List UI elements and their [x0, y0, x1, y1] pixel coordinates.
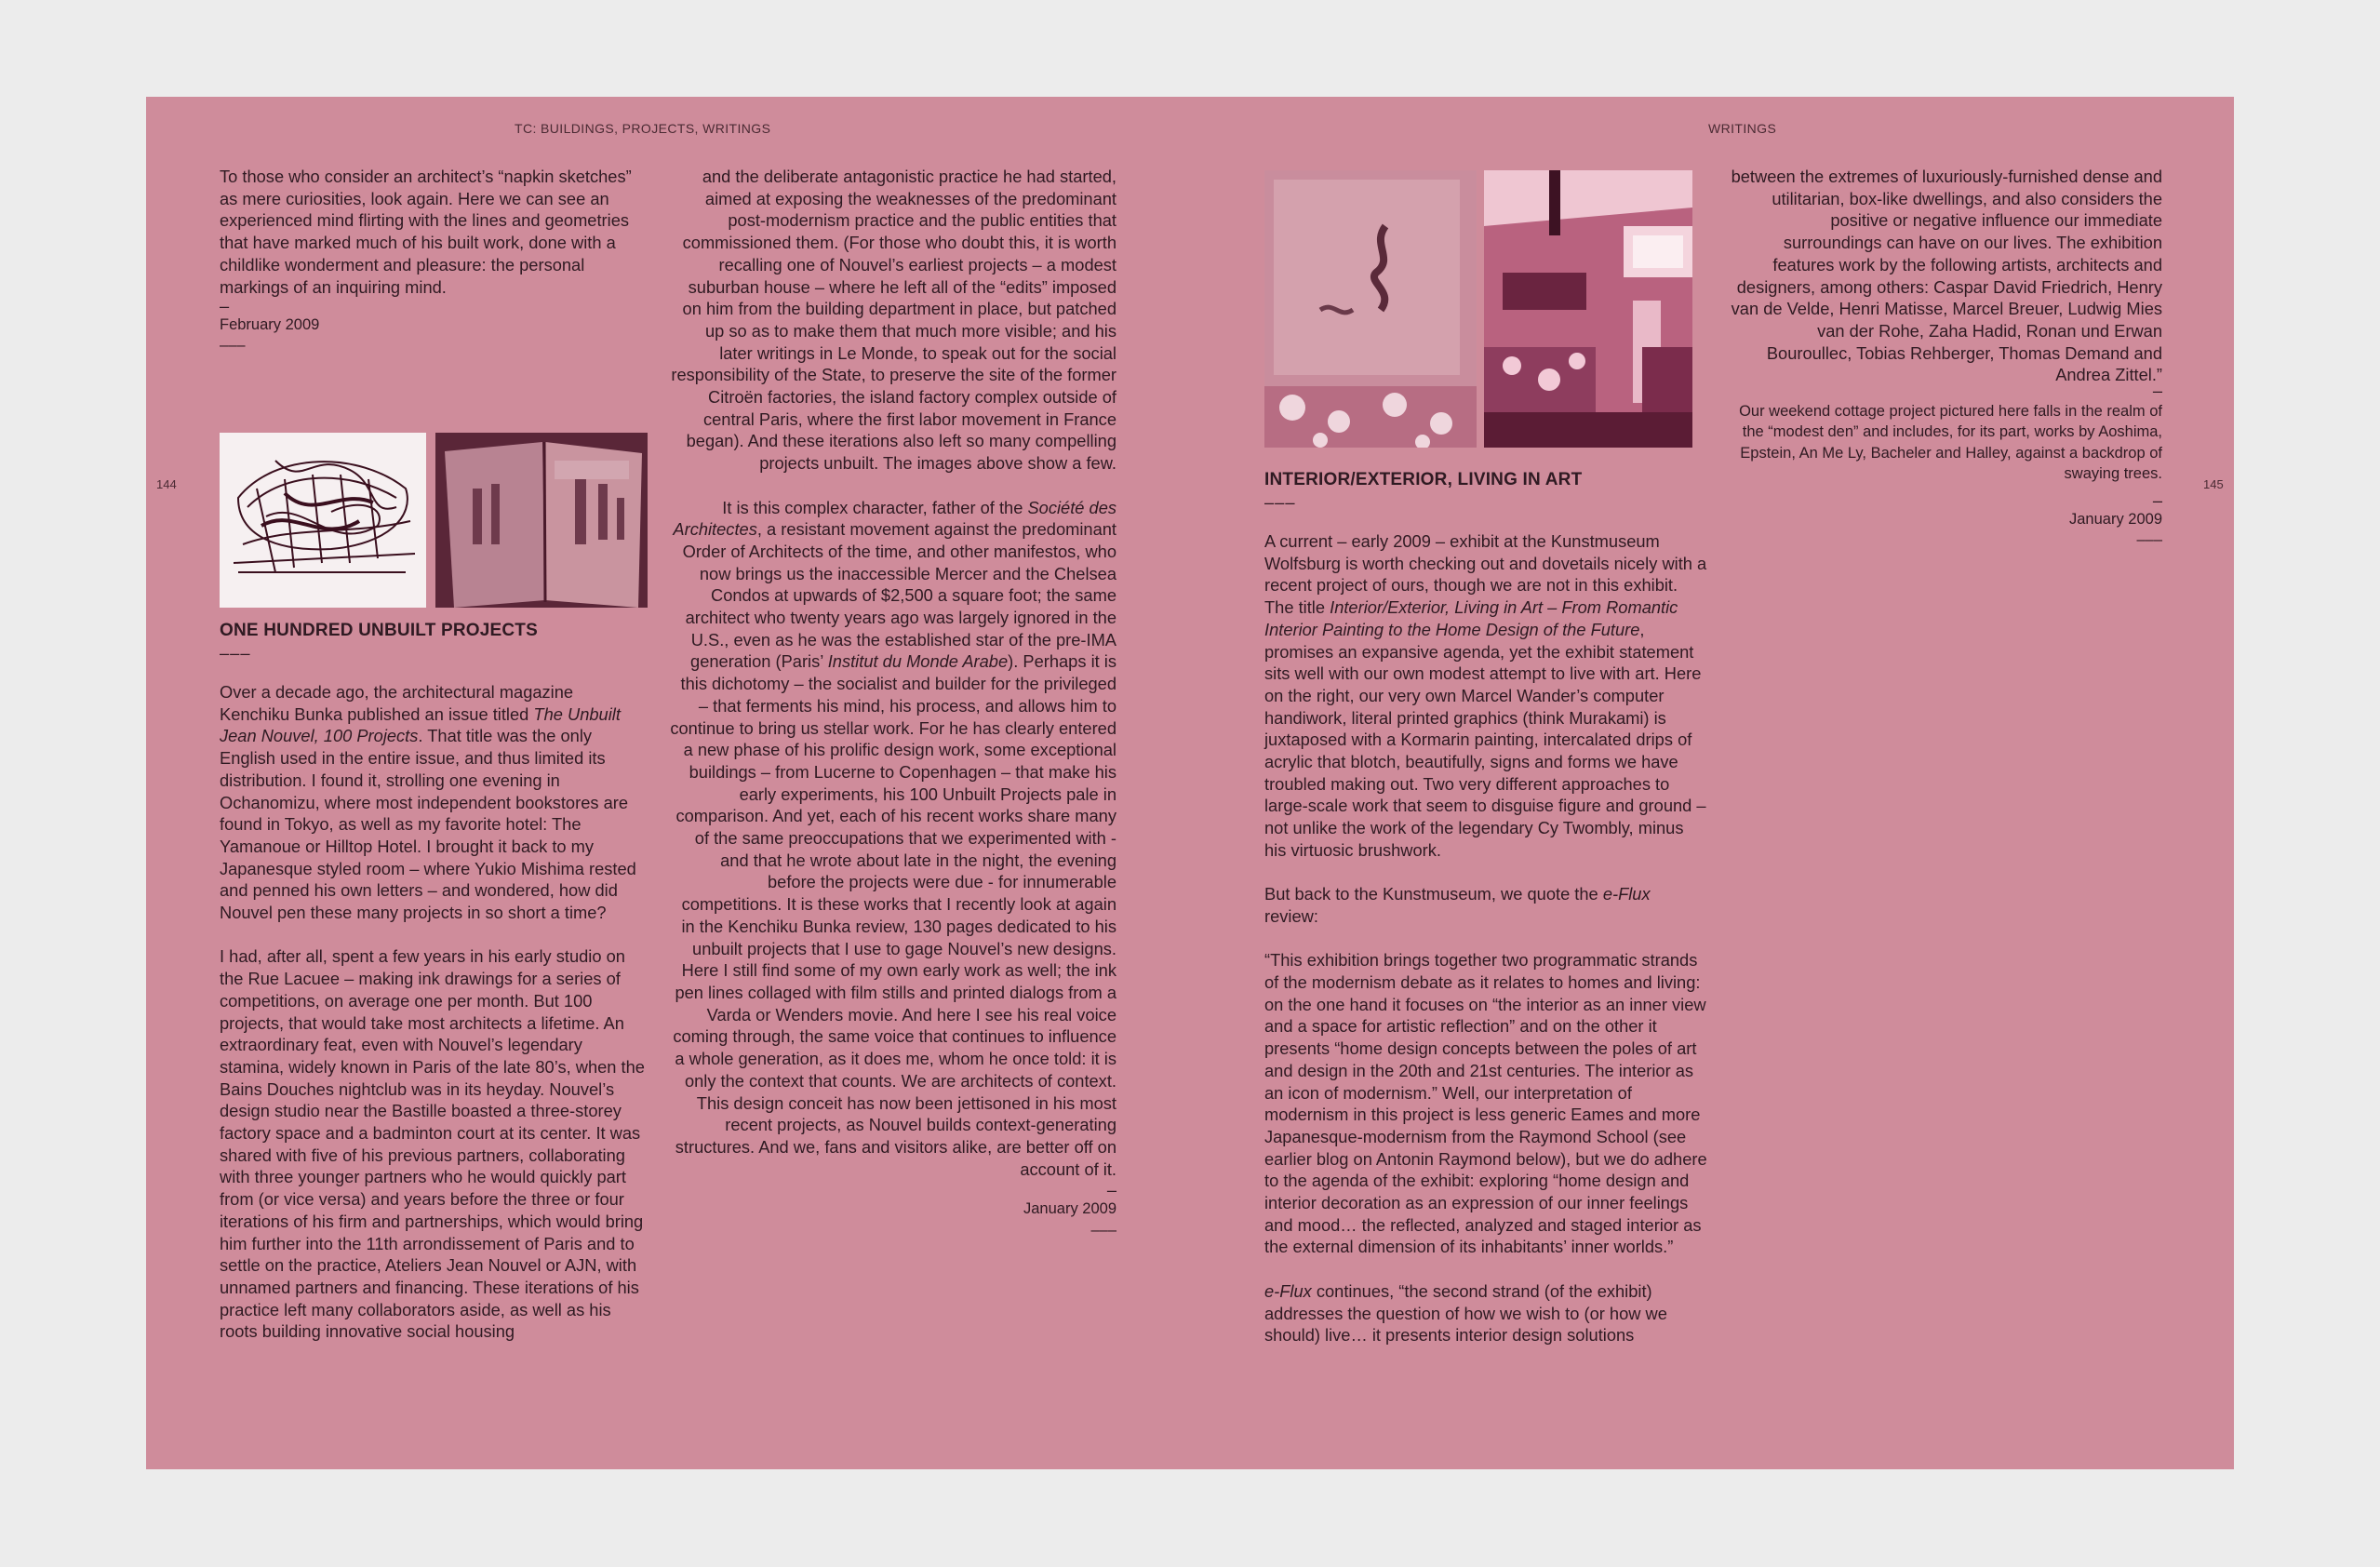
end-dash: –: [2152, 489, 2162, 510]
column-3: [1264, 469, 1707, 1369]
section-rule: –––: [1090, 1221, 1116, 1239]
running-head-left: TC: BUILDINGS, PROJECTS, WRITINGS: [515, 121, 771, 136]
unbuilt-paragraph-4: It is this complex character, father of the Société des Architectes, a resistant movement against the predominant Order of Architects of the time, and other manifestos, who now brings us the inaccessible Mercer and the Chelsea Condos at upwards of $2,500 a square foot; the same architect who twenty years ago was largely ignored in the U.S., even as he was the established star of the pre-IMA generation (Paris’ Institut du Monde Arabe). Perhaps it is this dichotomy – the socialist and builder for the privileged – that ferments his mind, his process, and allows him to continue to bring us stellar work. For he has clearly entered a new phase of his prolific design work, some exceptional buildings – from Lucerne to Copenhagen – that make his early experiments, his 100 Unbuilt Projects pale in comparison. And yet, each of his recent works share many of the same preoccupations that we experimented with - and that he wrote about late in the night, the evening before the projects were due - for innumerable competitions. It is these works that I recently look at again in the Kenchiku Bunka review, 130 pages dedicated to his unbuilt projects that I use to gage Nouvel’s new designs. Here I still find some of my own early work as well; the ink pen lines collaged with film stills and printed dialogs from a Varda or Wenders movie. And here I see his real voice coming through, the same voice that continues to influence a whole generation, as it does me, whom he once told: it is only the context that counts. We are architects of context. This design conceit has now been jettisoned in his most recent projects, as Nouvel builds context-generating structures. And we, fans and visitors alike, are better off on account of it.: [670, 497, 1116, 1179]
interior-paragraph-4: e-Flux continues, “the second strand (of the exhibit) addresses the question of how we wish to (or how we should) live… it presents interior design solutions: [1264, 1280, 1667, 1346]
unbuilt-paragraph-3: and the deliberate antagonistic practice he had started, aimed at exposing the weaknesses of the predominant post-modernism practice and the public entities that commissioned them. (For those who doubt this, it is worth recalling one of Nouvel’s earliest projects – a modest suburban house – where he left all of the “edits” imposed on him from the building department in place, but patched up so as to make them that much more visible; and his later writings in Le Monde, to speak out for the social responsibility of the State, to preserve the site of the former Citroën factories, the island factory complex outside of central Paris, where the first labor movement in France began). And these iterations also left so many compelling projects unbuilt. The images above show a few.: [671, 167, 1116, 474]
date-label: January 2009: [2069, 510, 2162, 528]
interior-room-image: [1484, 170, 1692, 448]
column-1-article: [220, 620, 648, 1365]
nouvel-sketch-image: [220, 433, 426, 608]
page-number-right: 145: [2203, 477, 2224, 491]
running-head-right: WRITINGS: [1708, 121, 1777, 136]
date-label: January 2009: [1023, 1200, 1116, 1218]
interior-quote: “This exhibition brings together two programmatic strands of the modernism debate as it relates to homes and living: on the one hand it focuses on “the interior as an inner view and a space for artistic reflection” and on the other it presents “home design concepts between the poles of art and design in the 20th and 21st centuries. The interior as an icon of modernism.” Well, our interpretation of modernism in this project is less generic Eames and more Japanesque-modernism from the Raymond School (see earlier blog on Antonin Raymond below), but we do adhere to the agenda of the exhibit: exploring “home design and interior decoration as an expression of our inner feelings and mood… the reflected, analyzed and staged interior as the external dimension of its inhabitants’ inner worlds.”: [1264, 950, 1707, 1257]
column-2: [670, 166, 1116, 1240]
heading-rule: –––: [220, 643, 251, 663]
column-1: [220, 166, 648, 356]
end-dash: –: [2152, 380, 2162, 400]
column-4: [1731, 166, 2162, 551]
section-rule: –––: [2136, 531, 2162, 549]
date-label: February 2009: [220, 315, 320, 333]
heading-rule: –––: [1264, 492, 1296, 512]
unbuilt-paragraph-1: Over a decade ago, the architectural magazine Kenchiku Bunka published an issue titled The Unbuilt Jean Nouvel, 100 Projects. That title was the only English used in the entire issue, and thus limited its distribution. I found it, strolling one evening in Ochanomizu, where most independent bookstores are found in Tokyo, as well as my favorite hotel: The Yamanoue or Hilltop Hotel. I brought it back to my Japanesque styled room – where Yukio Mishima rested and penned his own letters – and wondered, how did Nouvel pen these many projects in so short a time?: [220, 682, 636, 923]
section-rule: –––: [220, 337, 246, 355]
end-dash: –: [220, 295, 230, 315]
interior-paragraph-5: between the extremes of luxuriously-furnished dense and utilitarian, box-like dwellings, and also considers the positive or negative influence our immediate surroundings can have on our lives. The exhibition features work by the following artists, architects and designers, among others: Caspar David Friedrich, Henry van de Velde, Henri Matisse, Marcel Breuer, Ludwig Mies van der Rohe, Zaha Hadid, Ronan und Erwan Bouroullec, Tobias Rehberger, Thomas Demand and Andrea Zittel.”: [1731, 167, 2162, 385]
interior-paragraph-2: But back to the Kunstmuseum, we quote the e-Flux review:: [1264, 884, 1651, 926]
page-number-left: 144: [156, 477, 177, 491]
book-photo-image: [435, 433, 648, 608]
article-heading-interior: INTERIOR/EXTERIOR, LIVING IN ART: [1264, 470, 1583, 489]
cottage-caption: Our weekend cottage project pictured here falls in the realm of the “modest den” and includes, for its part, works by Aoshima, Epstein, An Me Ly, Bacheler and Halley, against a backdrop of swaying trees.: [1739, 402, 2162, 483]
article-heading-unbuilt: ONE HUNDRED UNBUILT PROJECTS: [220, 621, 538, 640]
unbuilt-paragraph-2: I had, after all, spent a few years in his early studio on the Rue Lacuee – making ink drawings for a series of competitions, on average one per month. But 100 projects, that would take most architects a lifetime. An extraordinary feat, even with Nouvel’s legendary stamina, widely known in Paris of the late 80’s, when the Bains Douches nightclub was in its heyday. Nouvel’s design studio near the Bastille boasted a three-storey factory space and a badminton court at its center. It was shared with five of his previous partners, collaborating with three younger partners who he would quickly part from (or vice versa) and years before the three or four iterations of his firm and partnerships, which would bring him further into the 11th arrondissement of Paris and to settle on the practice, Ateliers Jean Nouvel or AJN, with unnamed partners and financing. These iterations of his practice left many collaborators aside, as well as his roots building innovative social housing: [220, 946, 645, 1342]
abstract-painting-image: [1264, 170, 1477, 448]
interior-paragraph-1: A current – early 2009 – exhibit at the Kunstmuseum Wolfsburg is worth checking out and dovetails nicely with a recent project of ours, though we are not in this exhibit. The title Interior/Exterior, Living in Art – From Romantic Interior Painting to the Home Design of the Future, promises an expansive agenda, yet the exhibit statement sits well with our own modest attempt to live with art. Here on the right, our very own Marcel Wander’s computer handiwork, literal printed graphics (think Murakami) is juxtaposed with a Kormarin painting, intercalated drips of acrylic that blotch, beautifully, signs and forms we have troubled making out. Two very different approaches to large-scale work that seem to disguise figure and ground – not unlike the work of the legendary Cy Twombly, minus his virtuosic brushwork.: [1264, 531, 1707, 860]
intro-paragraph: To those who consider an architect’s “napkin sketches” as mere curiosities, look again. Here we can see an experienced mind flirting with the lines and geometries that have marked much of his built work, done with a childlike wonderment and pleasure: the personal markings of an inquiring mind.: [220, 167, 632, 297]
end-dash: –: [1106, 1180, 1116, 1200]
